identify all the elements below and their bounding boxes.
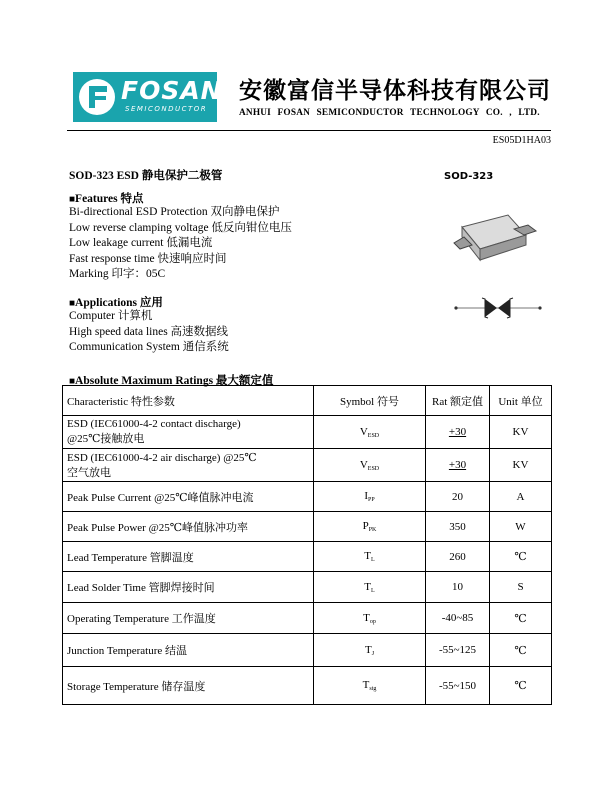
list-item: High speed data lines 高速数据线 (69, 325, 229, 338)
unit-cell: KV (490, 416, 552, 449)
characteristic-cell: ESD (IEC61000-4-2 air discharge) @25℃ 空气放电 (63, 449, 314, 482)
unit-cell: ℃ (490, 603, 552, 634)
applications-heading: ■Applications 应用 (69, 297, 163, 309)
value-cell: +30 (426, 449, 490, 482)
unit-cell: ℃ (490, 634, 552, 667)
header-divider (67, 130, 551, 131)
list-item: Fast response time 快速响应时间 (69, 252, 227, 265)
company-logo (73, 72, 223, 122)
list-item: Communication System 通信系统 (69, 341, 229, 353)
symbol-cell: TL (314, 572, 426, 603)
column-header: Characteristic 特性参数 (63, 386, 314, 416)
symbol-cell: Tstg (314, 667, 426, 705)
package-drawing (440, 165, 550, 325)
list-item: Low reverse clamping voltage 低反向钳位电压 (69, 221, 292, 234)
column-header: Unit 单位 (490, 386, 552, 416)
table-row (63, 572, 552, 603)
characteristic-cell: Lead Solder Time 管脚焊接时间 (63, 572, 314, 603)
unit-cell: W (490, 512, 552, 542)
unit-cell: KV (490, 449, 552, 482)
symbol-cell: VESD (314, 449, 426, 482)
unit-cell: ℃ (490, 667, 552, 705)
logo-mark-icon (79, 79, 115, 115)
features-list (69, 205, 292, 283)
logo-text: FOSAN (121, 76, 223, 105)
value-cell: 260 (426, 542, 490, 572)
characteristic-cell: Operating Temperature 工作温度 (63, 603, 314, 634)
bidirectional-diode-symbol (454, 298, 541, 318)
ratings-heading: ■Absolute Maximum Ratings 最大额定值 (69, 375, 274, 387)
value-cell: -55~125 (426, 634, 490, 667)
package-figure (440, 165, 550, 325)
symbol-cell: TJ (314, 634, 426, 667)
part-number: ES05D1HA03 (492, 135, 551, 146)
logo-subtext: SEMICONDUCTOR (125, 105, 208, 113)
square-bullet-icon: ■ (69, 194, 76, 205)
value-cell: 350 (426, 512, 490, 542)
symbol-cell: Top (314, 603, 426, 634)
applications-list (69, 309, 229, 356)
symbol-cell: VESD (314, 416, 426, 449)
unit-cell: S (490, 572, 552, 603)
package-label: SOD-323 (444, 171, 494, 182)
features-heading: ■Features 特点 (69, 193, 144, 205)
column-header: Rat 额定值 (426, 386, 490, 416)
list-item: Marking 印字：05C (69, 268, 166, 280)
symbol-cell: PPK (314, 512, 426, 542)
value-cell: 10 (426, 572, 490, 603)
table-header-row (63, 386, 552, 416)
characteristic-cell: ESD (IEC61000-4-2 contact discharge) @25℃接触放电 (63, 416, 314, 449)
value-cell: 20 (426, 482, 490, 512)
list-item: Bi-directional ESD Protection 双向静电保护 (69, 206, 280, 218)
table-row (63, 634, 552, 667)
table-row (63, 667, 552, 705)
list-item: Computer 计算机 (69, 310, 153, 322)
company-name-en: ANHUI FOSAN SEMICONDUCTOR TECHNOLOGY CO. , LTD. (239, 108, 540, 118)
table-row (63, 512, 552, 542)
value-cell: -40~85 (426, 603, 490, 634)
table-row (63, 416, 552, 449)
column-header: Symbol 符号 (314, 386, 426, 416)
table-row (63, 603, 552, 634)
table-row (63, 449, 552, 482)
symbol-cell: TL (314, 542, 426, 572)
value-cell: +30 (426, 416, 490, 449)
company-name-cn: 安徽富信半导体科技有限公司 (239, 78, 551, 104)
characteristic-cell: Peak Pulse Current @25℃峰值脉冲电流 (63, 482, 314, 512)
square-bullet-icon: ■ (69, 376, 76, 387)
list-item: Low leakage current 低漏电流 (69, 237, 213, 249)
value-cell: -55~150 (426, 667, 490, 705)
table-row (63, 482, 552, 512)
characteristic-cell: Storage Temperature 储存温度 (63, 667, 314, 705)
unit-cell: A (490, 482, 552, 512)
ratings-table (62, 385, 552, 705)
symbol-cell: IPP (314, 482, 426, 512)
characteristic-cell: Lead Temperature 管脚温度 (63, 542, 314, 572)
document-title: SOD-323 ESD 静电保护二极管 (69, 170, 223, 182)
characteristic-cell: Junction Temperature 结温 (63, 634, 314, 667)
characteristic-cell: Peak Pulse Power @25℃峰值脉冲功率 (63, 512, 314, 542)
table-row (63, 542, 552, 572)
square-bullet-icon: ■ (69, 298, 76, 309)
unit-cell: ℃ (490, 542, 552, 572)
